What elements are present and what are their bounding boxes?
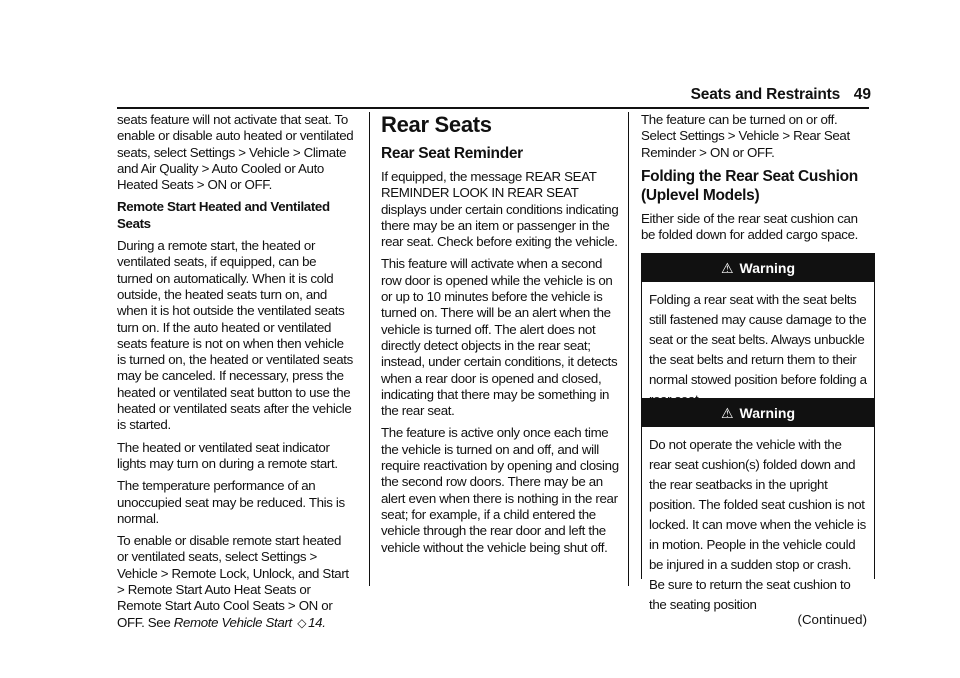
continued-label: (Continued) bbox=[797, 612, 867, 627]
paragraph: The feature is active only once each time the vehicle is turned on and off, and will require reactivation by opening and closing the second row doors. There may be an alert even when there is nothing in the rear seat; for example, if a child entered the vehicle through the rear door and left the vehicle without the vehicle being shut off. bbox=[381, 425, 619, 555]
warning-body bbox=[642, 282, 874, 416]
warning-header bbox=[642, 399, 874, 427]
paragraph: This feature will activate when a second row door is opened while the vehicle is on or up to 10 minutes before the vehicle is turned on. There will be an alert when the vehicle is turned off. The alert does not directly detect objects in the rear seat; instead, under certain conditions, it detects when a rear door is opened and closed, indicating that there may be something in the rear seat. bbox=[381, 256, 618, 419]
paragraph: Either side of the rear seat cushion can be folded down for added cargo space. bbox=[641, 210, 858, 243]
header-rule bbox=[117, 107, 869, 109]
section-title: Seats and Restraints bbox=[690, 86, 840, 103]
page-header bbox=[0, 86, 960, 106]
section-heading: Rear Seats bbox=[381, 112, 492, 137]
paragraph: The heated or ventilated seat indicator lights may turn on during a remote start. bbox=[117, 439, 338, 471]
paragraph: If equipped, the message REAR SEAT REMINDER LOOK IN REAR SEAT displays under certain conditions indicating there may be an item or passenger in the rear seat. Check before exiting the vehicle. bbox=[381, 169, 619, 250]
column-3 bbox=[641, 112, 875, 431]
warning-box bbox=[641, 253, 875, 417]
paragraph: seats feature will not activate that seat. To enable or disable auto heated or ventilated seats, select Settings > Vehicle > Climate and Air Quality > Auto Cooled or Auto Heated Seats > ON or OFF. bbox=[117, 112, 354, 193]
page-reference[interactable]: 14. bbox=[308, 614, 326, 630]
subheading: Remote Start Heated and Ventilated Seats bbox=[117, 199, 330, 231]
warning-body bbox=[642, 427, 874, 633]
warning-title: Warning bbox=[739, 405, 796, 421]
subsection-heading: Rear Seat Reminder bbox=[381, 145, 523, 162]
warning-text: Do not operate the vehicle with the rear seat cushion(s) folded down and the rear seatbacks in the upright position. The folded seat cushion is not locked. It can move when the vehicle is in motion. People in the vehicle could be injured in a sudden stop or crash. Be sure to return the seat cushion to the seating position bbox=[649, 437, 866, 612]
paragraph: The temperature performance of an unoccupied seat may be reduced. This is normal. bbox=[117, 478, 345, 526]
column-divider-1 bbox=[369, 112, 370, 586]
warning-text: Folding a rear seat with the seat belts still fastened may cause damage to the seat or the seat belts. Always unbuckle the seat belts and return them to their normal stowed position before folding a bbox=[649, 292, 867, 388]
column-2 bbox=[381, 112, 619, 562]
warning-triangle-icon: ⚠ bbox=[720, 260, 734, 277]
cross-reference-link[interactable]: Remote Vehicle Start bbox=[173, 614, 292, 630]
column-1 bbox=[117, 112, 355, 637]
subsection-heading: Folding the Rear Seat Cushion (Uplevel Models) bbox=[641, 167, 858, 204]
warning-header bbox=[642, 254, 874, 282]
paragraph: During a remote start, the heated or ventilated seats, if equipped, can be turned on automatically. When it is cold outside, the heated seats turn on, and when it is hot outside the ventilated seats turn on. If the auto heated or ventilated seats feature is not on when then vehicle is turned on, the heated or ventilated seats may be canceled. If necessary, press the heated or ventilated seat button to use the heated or ventilated seats after the vehicle is started. bbox=[117, 238, 353, 433]
warning-box bbox=[641, 398, 875, 627]
page-reference-icon: ◇ bbox=[297, 615, 307, 630]
warning-title: Warning bbox=[739, 260, 796, 277]
column-divider-2 bbox=[628, 112, 629, 586]
paragraph bbox=[117, 533, 355, 631]
page-number: 49 bbox=[853, 86, 871, 103]
paragraph: The feature can be turned on or off. Select Settings > Vehicle > Rear Seat Reminder > ON or OFF. bbox=[641, 112, 850, 160]
warning-triangle-icon: ⚠ bbox=[720, 405, 734, 421]
paragraph-text: To enable or disable remote start heated or ventilated seats, select Settings > Vehicle > Remote Lock, Unlock, and Start > Remote Start Auto Heat Seats or Remote Start Auto Cool Seats > ON or OFF. See bbox=[117, 533, 349, 630]
